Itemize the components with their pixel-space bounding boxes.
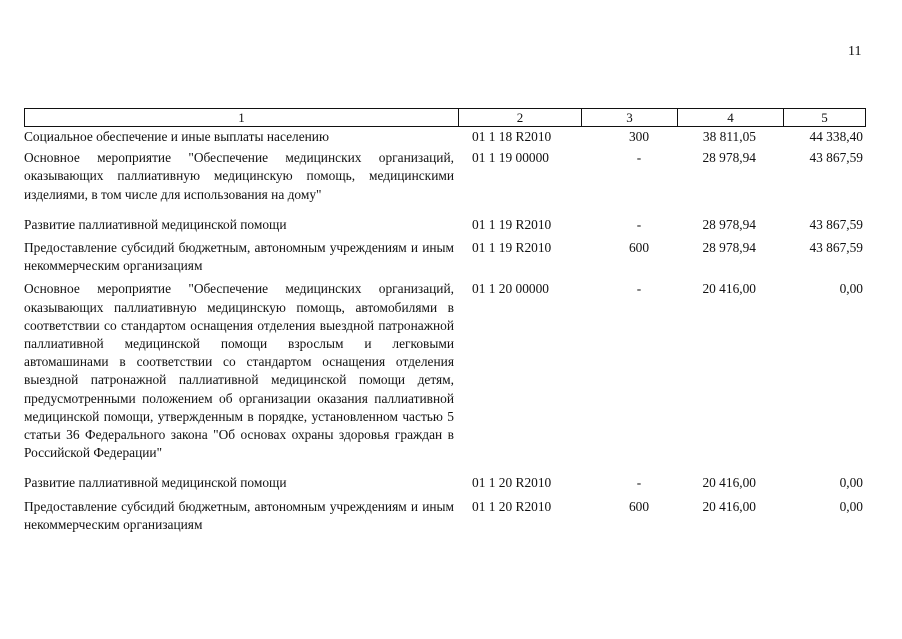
row-expense-type: 600 — [628, 240, 650, 256]
row-amount-col4: 28 978,94 — [702, 150, 756, 166]
row-code: 01 1 19 00000 — [472, 150, 549, 166]
row-amount-col5: 0,00 — [839, 498, 863, 514]
row-code: 01 1 19 R2010 — [472, 240, 552, 256]
row-amount-col5: 44 338,40 — [809, 129, 863, 144]
row-description: Социальное обеспечение и иные выплаты населению — [24, 129, 329, 144]
row-description: Предоставление субсидий бюджетным, автономным учреждениям и иным некоммерческим организациям — [24, 240, 454, 274]
row-amount-col4: 20 416,00 — [702, 498, 756, 514]
column-header-1: 1 — [25, 109, 459, 127]
column-header-row — [25, 109, 866, 127]
table-row — [24, 474, 866, 492]
budget-rows — [24, 128, 866, 534]
row-description: Предоставление субсидий бюджетным, автономным учреждениям и иным некоммерческим организациям — [24, 498, 454, 532]
table-row — [24, 239, 866, 275]
row-amount-col5: 43 867,59 — [809, 150, 863, 166]
row-expense-type: 300 — [628, 129, 650, 144]
row-description: Развитие паллиативной медицинской помощи — [24, 216, 287, 232]
row-code: 01 1 20 R2010 — [472, 475, 552, 491]
row-expense-type: - — [636, 216, 642, 232]
table-row — [24, 280, 866, 462]
row-amount-col4: 20 416,00 — [702, 281, 756, 297]
row-amount-col5: 0,00 — [839, 281, 863, 297]
row-amount-col5: 43 867,59 — [809, 240, 863, 256]
row-description: Основное мероприятие "Обеспечение медицинских организаций, оказывающих паллиативную медицинскую помощь, автомобилями в соответствии со стандартом оснащения отделения выездной патронажной паллиативной медицинской помощи взрослым и легковыми автомашинами в соответствии со стандартом оснащения отделения выездной патронажной паллиативной медицинской помощи детям, предусмотренными положением об организации оказания паллиативной медицинской помощи, утвержденным в порядке, установленном частью 5 статьи 36 Федерального закона "Об основах охраны здоровья граждан в Российской Федерации" — [24, 281, 454, 461]
row-description: Развитие паллиативной медицинской помощи — [24, 475, 287, 491]
row-amount-col5: 0,00 — [839, 475, 863, 491]
row-code: 01 1 19 R2010 — [472, 216, 552, 232]
row-expense-type: - — [636, 475, 642, 491]
row-code: 01 1 20 00000 — [472, 281, 549, 297]
row-code: 01 1 20 R2010 — [472, 498, 552, 514]
column-header-2: 2 — [459, 109, 582, 127]
table-row — [24, 216, 866, 234]
row-description: Основное мероприятие "Обеспечение медицинских организаций, оказывающих паллиативную медицинскую помощь, медицинскими изделиями, в том числе для использования на дому" — [24, 150, 454, 202]
page-number: 11 — [848, 44, 862, 59]
row-amount-col4: 28 978,94 — [702, 240, 756, 256]
row-amount-col5: 43 867,59 — [809, 216, 863, 232]
column-header-table — [24, 108, 866, 127]
row-amount-col4: 20 416,00 — [702, 475, 756, 491]
column-header-4: 4 — [678, 109, 784, 127]
column-header-5: 5 — [784, 109, 866, 127]
row-expense-type: 600 — [628, 498, 650, 514]
table-row — [24, 149, 866, 204]
row-expense-type: - — [636, 150, 642, 166]
column-header-3: 3 — [582, 109, 678, 127]
table-row — [24, 128, 866, 146]
table-row — [24, 498, 866, 534]
row-amount-col4: 28 978,94 — [702, 216, 756, 232]
row-code: 01 1 18 R2010 — [472, 129, 552, 144]
row-amount-col4: 38 811,05 — [702, 129, 756, 144]
row-expense-type: - — [636, 281, 642, 297]
